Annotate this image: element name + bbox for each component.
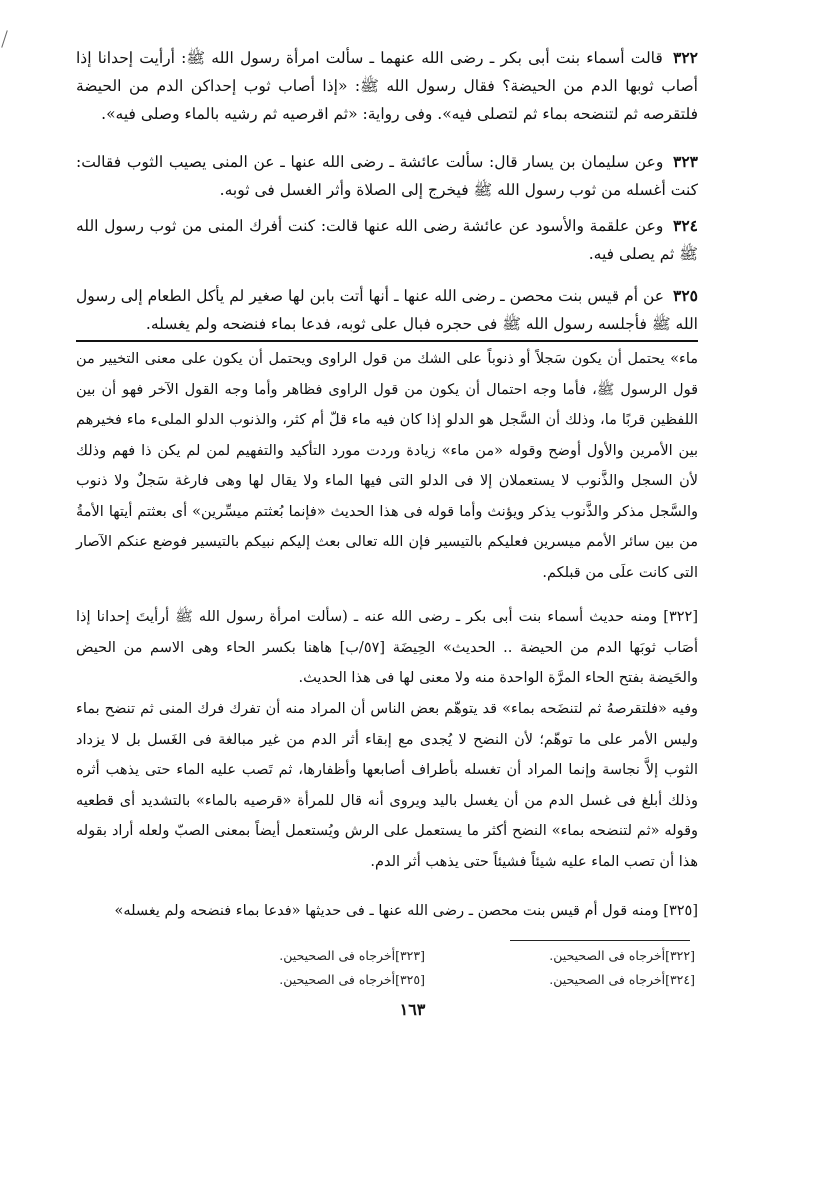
page-number: ١٦٣ — [399, 1000, 426, 1019]
hadith-322 — [76, 44, 698, 128]
hadith-324-number: ٣٢٤ — [673, 216, 698, 235]
commentary-paragraph-2: [٣٢٢] ومنه حديث أسماء بنت أبى بكر ـ رضى الله عنه ـ (سألت امرأة رسول الله ﷺ أرأيتَ إحدانا إذا أصَاب ثوبَها الدم من الحيضة .. الحديث» الحِيضَة [٥٧/ب] هاهنا بكسر الحاء وهى الاسم من الحيض والحَيضة بفتح الحاء المرَّة الواحدة منه ولا معنى لها فى هذا الحديث. — [76, 609, 698, 686]
section-divider — [76, 340, 698, 342]
commentary-paragraph-1: ماء» يحتمل أن يكون سَجلاً أو ذنوباً على الشك من قول الراوى ويحتمل أن يكون على معنى التخيير من قول الرسول ﷺ، فأما وجه احتمال أن يكون من قول الراوى فظاهر وأما وجه القول الآخر فهو أن بين اللفظين قربًا ما، وذلك أن السَّجل هو الدلو إذا كان فيه ماء قلّ أم كثر، والذنوب الدلو الملىء ماء فخيرهم بين الأمرين والأول أوضح وقوله «من ماء» زيادة وردت مورد التأكيد والتفهيم لمن لم يكن ذا فهم وذلك لأن السجل والذَّنوب لا يستعملان إلا فى الدلو التى فيها الماء ولا يقال لها وهى فارغة سَجلٌ ولا ذنوب والسَّجل مذكر والذَّنوب يذكر ويؤنث وأما قوله فى هذا الحديث «فإنما بُعثتم ميسِّرين» أى بعثتم أيتها الأمةُ من بين سائر الأمم ميسرين فعليكم بالتيسير فإن الله تعالى بعث إليكم نبيكم بالتيسير فوضع عنكم الآصار التى كانت علَى من قبلكم. — [76, 351, 698, 581]
hadith-323-text: وعن سليمان بن يسار قال: سألت عائشة ـ رضى الله عنها ـ عن المنى يصيب الثوب فقالت: كنت أغسله من ثوب رسول الله ﷺ فيخرج إلى الصلاة وأثر الغسل فى ثوبه. — [76, 153, 698, 199]
commentary-section — [76, 344, 698, 934]
hadith-325 — [76, 282, 698, 338]
commentary-paragraph-4: [٣٢٥] ومنه قول أم قيس بنت محصن ـ رضى الله عنها ـ فى حديثها «فدعا بماء فنضحه ولم يغسله» — [114, 903, 698, 919]
footnote-323: [٣٢٣]أخرجاه فى الصحيحين. — [279, 948, 425, 963]
hadith-325-number: ٣٢٥ — [673, 286, 698, 305]
hadith-323 — [76, 148, 698, 204]
hadith-324 — [76, 212, 698, 268]
commentary-paragraph-3: وفيه «فلتقرصهُ ثم لتنضَحه بماء» قد يتوهّم بعض الناس أن المراد منه أن تفرك فرك المنى ثم تنضح بماء وليس الأمر على ما توهّم؛ لأن النضح لا يُجدى مع إبقاء أثر الدم من غير مبالغة فى الغَسل بل لا يزداد الثوب إلاَّ نجاسة وإنما المراد أن تغسله بأطراف أصابعها وأظفارها، ثم تَصب عليه الماء حتى يذهب أثره وذلك أبلغ فى غسل الدم من أن يغسل باليد ويروى أنه قال للمرأة «قرصيه بالماء» بالتشديد أى قطعيه وقوله «ثم لتنضحه بماء» النضح أكثر ما يستعمل على الرش ويُستعمل أيضاً بمعنى الصبّ ولعله أراد بقوله هذا أن تصب الماء عليه شيئاً فشيئاً حتى يذهب أثر الدم. — [76, 701, 698, 870]
hadith-section — [76, 44, 698, 334]
footnote-divider — [510, 940, 690, 941]
hadith-325-text: عن أم قيس بنت محصن ـ رضى الله عنها ـ أنها أتت بابن لها صغير لم يأكل الطعام إلى رسول الله ﷺ فأجلسه رسول الله ﷺ فى حجره فبال على ثوبه، فدعا بماء فنضحه ولم يغسله. — [76, 287, 698, 333]
hadith-323-number: ٣٢٣ — [673, 152, 698, 171]
footnote-324: [٣٢٤]أخرجاه فى الصحيحين. — [549, 972, 695, 987]
footnote-322: [٣٢٢]أخرجاه فى الصحيحين. — [549, 948, 695, 963]
margin-mark — [1, 30, 8, 47]
hadith-322-number: ٣٢٢ — [673, 48, 699, 67]
hadith-324-text: وعن علقمة والأسود عن عائشة رضى الله عنها قالت: كنت أفرك المنى من ثوب رسول الله ﷺ ثم يصلى فيه. — [76, 217, 698, 263]
hadith-322-text: قالت أسماء بنت أبى بكر ـ رضى الله عنهما ـ سألت امرأة رسول الله ﷺ: أرأيت إحدانا إذا أصاب ثوبها الدم من الحيضة؟ فقال رسول الله ﷺ: «إذا أصاب ثوب إحداكن الدم من الحيضة فلتقرصه ثم لتنضحه بماء ثم لتصلى فيه». وفى رواية: «ثم اقرصيه ثم رشيه بالماء وصلى فيه». — [76, 49, 698, 123]
footnote-325: [٣٢٥]أخرجاه فى الصحيحين. — [279, 972, 425, 987]
